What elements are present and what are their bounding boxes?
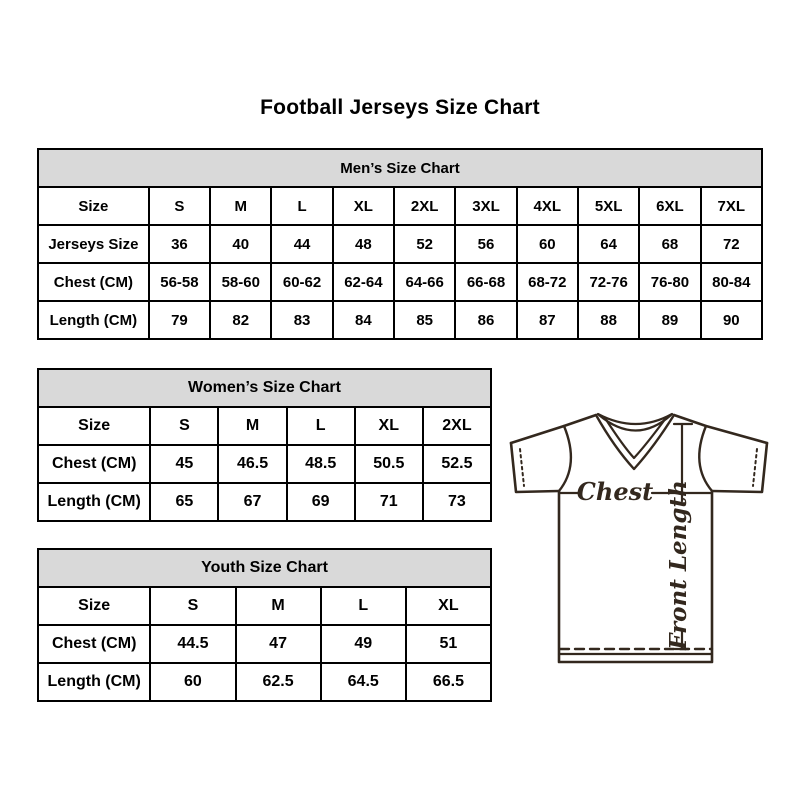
table-cell: XL xyxy=(406,587,491,625)
table-cell: 73 xyxy=(423,483,491,521)
table-cell: 79 xyxy=(149,301,210,339)
table-cell: 86 xyxy=(455,301,516,339)
table-cell: M xyxy=(210,187,271,225)
table-cell: 72 xyxy=(701,225,762,263)
table-cell: 67 xyxy=(218,483,286,521)
table-cell: 36 xyxy=(149,225,210,263)
table-title: Men’s Size Chart xyxy=(38,149,762,187)
jersey-left-sleeve xyxy=(511,443,559,492)
table-cell: 44.5 xyxy=(150,625,235,663)
row-label-cell: Chest (CM) xyxy=(38,445,150,483)
table-row xyxy=(38,407,491,445)
table-cell: 48 xyxy=(333,225,394,263)
table-cell: 64 xyxy=(578,225,639,263)
row-label-cell: Length (CM) xyxy=(38,301,149,339)
table-cell: 71 xyxy=(355,483,423,521)
table-cell: L xyxy=(321,587,406,625)
table-title: Youth Size Chart xyxy=(38,549,491,587)
table-cell: 6XL xyxy=(639,187,700,225)
table-cell: 7XL xyxy=(701,187,762,225)
jersey-left-armhole-seam xyxy=(559,426,571,491)
table-cell: 82 xyxy=(210,301,271,339)
table-cell: 85 xyxy=(394,301,455,339)
row-label-cell: Length (CM) xyxy=(38,663,150,701)
row-label-cell: Size xyxy=(38,407,150,445)
row-label-cell: Chest (CM) xyxy=(38,625,150,663)
table-cell: 68 xyxy=(639,225,700,263)
table-cell: 4XL xyxy=(517,187,578,225)
table-cell: 52.5 xyxy=(423,445,491,483)
table-row xyxy=(38,663,491,701)
table-cell: 68-72 xyxy=(517,263,578,301)
table-row xyxy=(38,483,491,521)
table-cell: 60-62 xyxy=(271,263,332,301)
table-cell: M xyxy=(236,587,321,625)
front-length-label: Front Length xyxy=(665,480,692,650)
table-cell: 87 xyxy=(517,301,578,339)
table-cell: 47 xyxy=(236,625,321,663)
table-cell: 3XL xyxy=(455,187,516,225)
table-cell: XL xyxy=(333,187,394,225)
table-row xyxy=(38,263,762,301)
table-cell: S xyxy=(150,407,218,445)
youth-size-table xyxy=(37,548,492,702)
table-cell: 64-66 xyxy=(394,263,455,301)
chest-label: Chest xyxy=(576,477,654,506)
table-cell: 60 xyxy=(517,225,578,263)
table-cell: 40 xyxy=(210,225,271,263)
table-cell: 83 xyxy=(271,301,332,339)
row-label-cell: Size xyxy=(38,187,149,225)
table-cell: 48.5 xyxy=(287,445,355,483)
table-row xyxy=(38,625,491,663)
row-label-cell: Length (CM) xyxy=(38,483,150,521)
table-header-row xyxy=(38,369,491,407)
table-cell: 50.5 xyxy=(355,445,423,483)
table-cell: 66-68 xyxy=(455,263,516,301)
table-cell: 56 xyxy=(455,225,516,263)
table-cell: 46.5 xyxy=(218,445,286,483)
row-label-cell: Size xyxy=(38,587,150,625)
table-cell: XL xyxy=(355,407,423,445)
table-row xyxy=(38,225,762,263)
table-cell: 52 xyxy=(394,225,455,263)
womens-size-table xyxy=(37,368,492,522)
table-cell: 60 xyxy=(150,663,235,701)
table-cell: 72-76 xyxy=(578,263,639,301)
table-header-row xyxy=(38,149,762,187)
table-cell: 2XL xyxy=(423,407,491,445)
table-cell: 62.5 xyxy=(236,663,321,701)
table-cell: 90 xyxy=(701,301,762,339)
table-cell: 49 xyxy=(321,625,406,663)
table-header-row xyxy=(38,549,491,587)
table-cell: 64.5 xyxy=(321,663,406,701)
jersey-right-cuff-stitch xyxy=(753,449,757,486)
table-cell: 65 xyxy=(150,483,218,521)
page-title: Football Jerseys Size Chart xyxy=(260,96,540,119)
table-cell: 45 xyxy=(150,445,218,483)
table-cell: 44 xyxy=(271,225,332,263)
table-row xyxy=(38,445,491,483)
table-cell: 66.5 xyxy=(406,663,491,701)
jersey-right-sleeve xyxy=(712,443,767,492)
jersey-left-cuff-stitch xyxy=(520,449,524,486)
table-cell: 88 xyxy=(578,301,639,339)
jersey-measurement-diagram xyxy=(504,399,776,685)
jersey-right-armhole-seam xyxy=(699,426,712,491)
table-title: Women’s Size Chart xyxy=(38,369,491,407)
table-cell: M xyxy=(218,407,286,445)
table-cell: 56-58 xyxy=(149,263,210,301)
table-cell: 58-60 xyxy=(210,263,271,301)
table-cell: 51 xyxy=(406,625,491,663)
table-cell: L xyxy=(287,407,355,445)
table-cell: 89 xyxy=(639,301,700,339)
jersey-outline xyxy=(511,415,767,443)
table-row xyxy=(38,301,762,339)
table-cell: L xyxy=(271,187,332,225)
table-cell: 62-64 xyxy=(333,263,394,301)
table-cell: S xyxy=(150,587,235,625)
table-cell: 69 xyxy=(287,483,355,521)
row-label-cell: Chest (CM) xyxy=(38,263,149,301)
table-cell: S xyxy=(149,187,210,225)
table-cell: 5XL xyxy=(578,187,639,225)
mens-size-table xyxy=(37,148,763,340)
table-row xyxy=(38,187,762,225)
table-cell: 84 xyxy=(333,301,394,339)
table-cell: 76-80 xyxy=(639,263,700,301)
table-row xyxy=(38,587,491,625)
jersey-collar-back-arcs xyxy=(598,414,672,431)
row-label-cell: Jerseys Size xyxy=(38,225,149,263)
table-cell: 80-84 xyxy=(701,263,762,301)
table-cell: 2XL xyxy=(394,187,455,225)
